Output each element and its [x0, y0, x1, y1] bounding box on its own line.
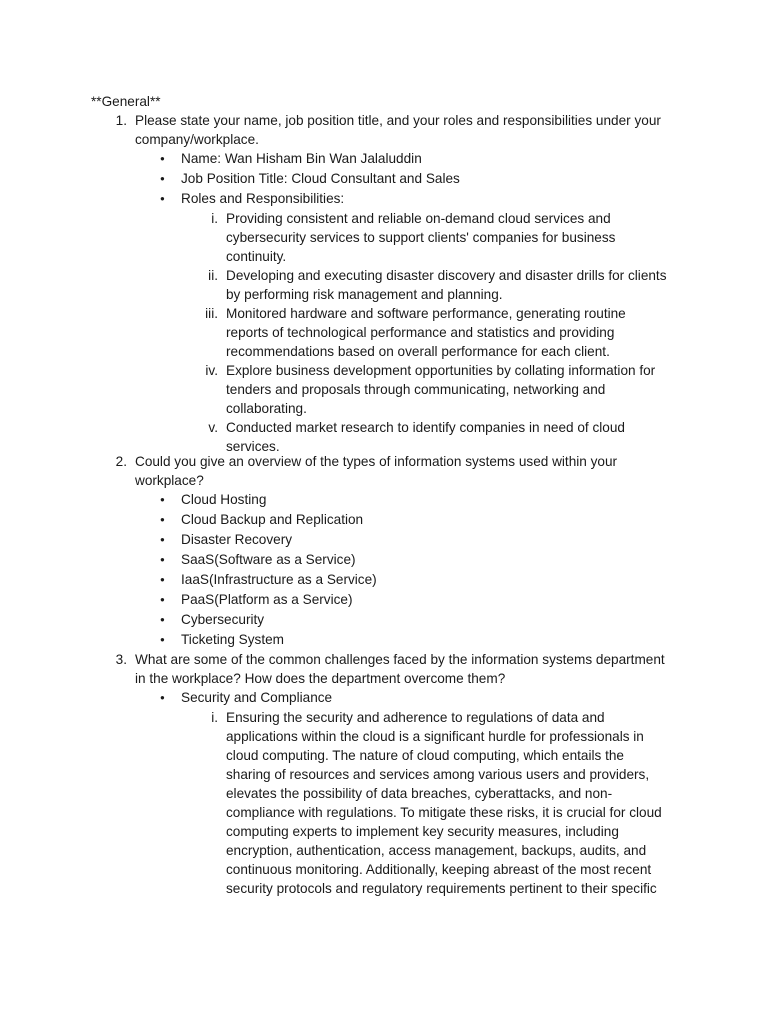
- role-text: recommendations based on overall performance for each client.: [226, 344, 610, 359]
- list-item: Security and Compliance: [181, 690, 333, 705]
- list-item: IaaS(Infrastructure as a Service): [181, 572, 377, 587]
- question-number: 3.: [115, 652, 127, 667]
- challenge-text: computing experts to implement key security measures, including: [226, 824, 619, 839]
- bullet-icon: ●: [160, 154, 165, 163]
- challenge-text: applications within the cloud is a significant hurdle for professionals in: [226, 729, 644, 744]
- list-item: Cloud Hosting: [181, 492, 267, 507]
- bullet-icon: ●: [160, 615, 165, 624]
- question-number: 2.: [115, 454, 127, 469]
- roman-numeral: iv.: [205, 363, 218, 378]
- list-item: SaaS(Software as a Service): [181, 552, 356, 567]
- list-item: Cloud Backup and Replication: [181, 512, 364, 527]
- list-item: Name: Wan Hisham Bin Wan Jalaluddin: [181, 151, 422, 166]
- roman-numeral: i.: [211, 710, 218, 725]
- list-item: Ticketing System: [181, 632, 284, 647]
- role-text: Conducted market research to identify companies in need of cloud: [226, 420, 625, 435]
- question-text: company/workplace.: [135, 132, 259, 147]
- role-text: by performing risk management and planning.: [226, 287, 503, 302]
- bullet-icon: ●: [160, 174, 165, 183]
- section-heading: **General**: [91, 94, 161, 109]
- question-text: in the workplace? How does the department overcome them?: [135, 671, 506, 686]
- roman-numeral: i.: [211, 211, 218, 226]
- bullet-icon: ●: [160, 575, 165, 584]
- bullet-icon: ●: [160, 194, 165, 203]
- bullet-icon: ●: [160, 595, 165, 604]
- bullet-icon: ●: [160, 495, 165, 504]
- bullet-icon: ●: [160, 555, 165, 564]
- challenge-text: sharing of resources and services among various users and providers,: [226, 767, 650, 782]
- bullet-icon: ●: [160, 693, 165, 702]
- list-item: PaaS(Platform as a Service): [181, 592, 353, 607]
- role-text: Developing and executing disaster discovery and disaster drills for clients: [226, 268, 667, 283]
- challenge-text: compliance with regulations. To mitigate these risks, it is crucial for cloud: [226, 805, 662, 820]
- bullet-icon: ●: [160, 515, 165, 524]
- question-number: 1.: [115, 113, 127, 128]
- role-text: reports of technological performance and statistics and providing: [226, 325, 615, 340]
- challenge-text: Ensuring the security and adherence to regulations of data and: [226, 710, 605, 725]
- role-text: cybersecurity services to support clients' companies for business: [226, 230, 616, 245]
- bullet-icon: ●: [160, 635, 165, 644]
- challenge-text: cloud computing. The nature of cloud computing, which entails the: [226, 748, 624, 763]
- role-text: services.: [226, 439, 280, 454]
- question-text: What are some of the common challenges faced by the information systems department: [135, 652, 665, 667]
- roman-numeral: iii.: [205, 306, 218, 321]
- list-item: Disaster Recovery: [181, 532, 293, 547]
- question-text: workplace?: [135, 473, 204, 488]
- question-text: Could you give an overview of the types of information systems used within your: [135, 454, 618, 469]
- list-item: Cybersecurity: [181, 612, 265, 627]
- challenge-text: security protocols and regulatory requirements pertinent to their specific: [226, 881, 657, 896]
- list-item: Roles and Responsibilities:: [181, 191, 345, 206]
- roman-numeral: v.: [208, 420, 218, 435]
- bullet-icon: ●: [160, 535, 165, 544]
- challenge-text: continuous monitoring. Additionally, keeping abreast of the most recent: [226, 862, 652, 877]
- challenge-text: elevates the possibility of data breaches, cyberattacks, and non-: [226, 786, 613, 801]
- question-text: Please state your name, job position title, and your roles and responsibilities under your: [135, 113, 661, 128]
- challenge-text: encryption, authentication, access management, backups, audits, and: [226, 843, 647, 858]
- role-text: Providing consistent and reliable on-demand cloud services and: [226, 211, 611, 226]
- list-item: Job Position Title: Cloud Consultant and Sales: [181, 171, 460, 186]
- role-text: continuity.: [226, 249, 287, 264]
- roman-numeral: ii.: [208, 268, 218, 283]
- role-text: tenders and proposals through communicating, networking and: [226, 382, 606, 397]
- role-text: Explore business development opportunities by collating information for: [226, 363, 656, 378]
- role-text: Monitored hardware and software performance, generating routine: [226, 306, 626, 321]
- role-text: collaborating.: [226, 401, 307, 416]
